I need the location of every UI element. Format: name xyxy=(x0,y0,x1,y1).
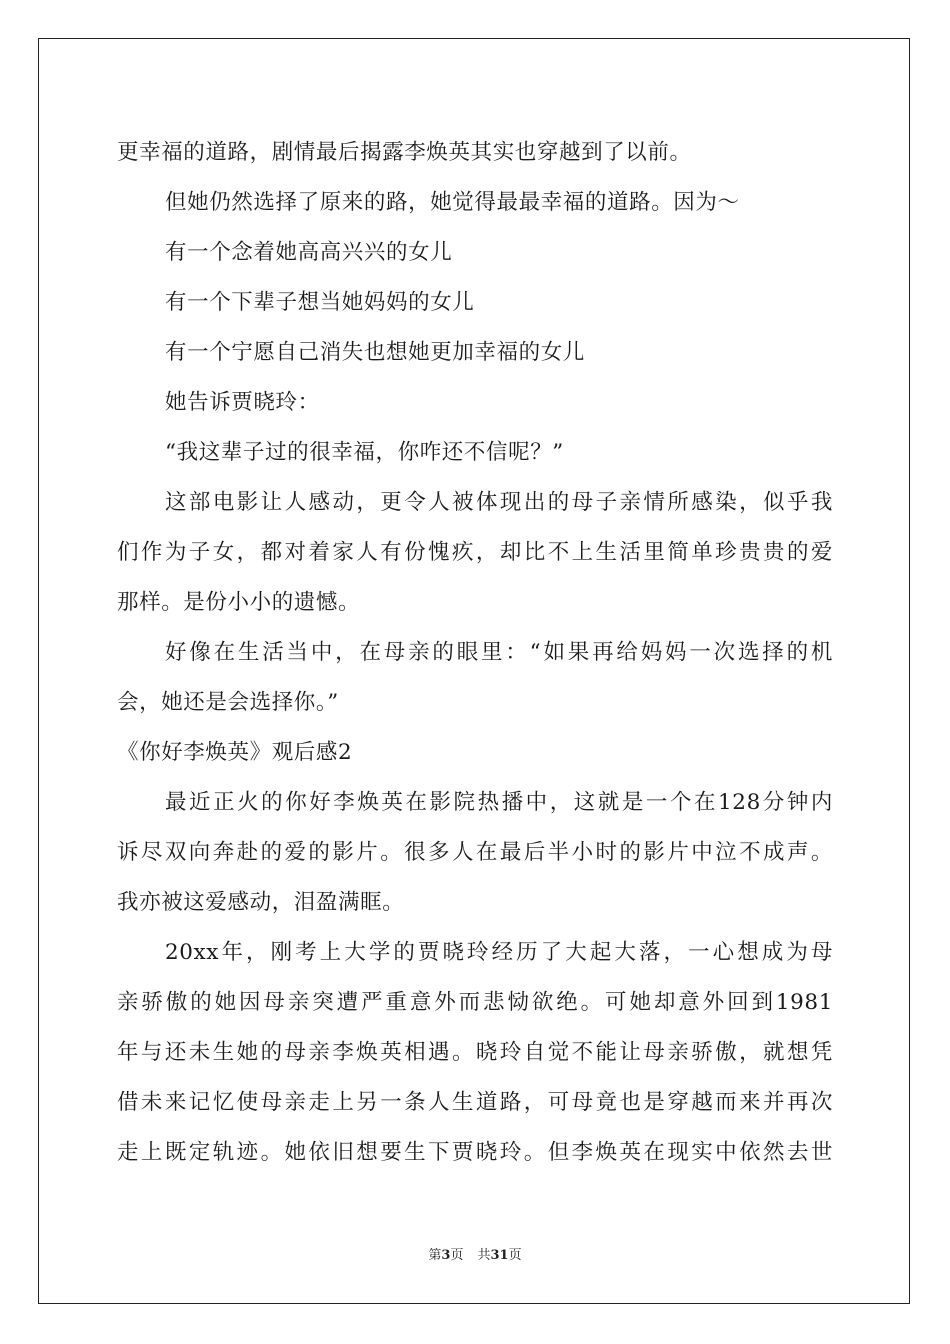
page-footer xyxy=(0,1244,950,1263)
section-heading: 《你好李焕英》观后感2 xyxy=(117,740,353,765)
text-line: 诉尽双向奔赴的爱的影片。很多人在最后半小时的影片中泣不成声。 xyxy=(117,840,833,865)
text-line: 20xx年，刚考上大学的贾晓玲经历了大起大落，一心想成为母 xyxy=(165,940,833,965)
text-line: 更幸福的道路，剧情最后揭露李焕英其实也穿越到了以前。 xyxy=(117,140,692,165)
text-line: 年与还未生她的母亲李焕英相遇。晓玲自觉不能让母亲骄傲，就想凭 xyxy=(117,1040,833,1065)
text-line: 有一个念着她高高兴兴的女儿 xyxy=(165,240,453,265)
text-line: 那样。是份小小的遗憾。 xyxy=(117,590,361,615)
page-label-suffix: 页 xyxy=(450,1248,464,1263)
current-page-number: 3 xyxy=(441,1248,451,1263)
total-label-prefix: 共 xyxy=(477,1248,491,1263)
text-line: 有一个下辈子想当她妈妈的女儿 xyxy=(165,290,475,315)
text-line: 最近正火的你好李焕英在影院热播中，这就是一个在128分钟内 xyxy=(165,790,833,815)
text-line: 走上既定轨迹。她依旧想要生下贾晓玲。但李焕英在现实中依然去世 xyxy=(117,1140,833,1165)
quote-line: “我这辈子过的很幸福，你咋还不信呢？” xyxy=(165,440,564,465)
text-line: 我亦被这爱感动，泪盈满眶。 xyxy=(117,890,405,915)
document-body xyxy=(117,128,833,1178)
total-label-suffix: 页 xyxy=(508,1248,522,1263)
total-page-number: 31 xyxy=(490,1248,509,1263)
text-line: 会，她还是会选择你。” xyxy=(117,690,339,715)
text-line: 亲骄傲的她因母亲突遭严重意外而悲恸欲绝。可她却意外回到1981 xyxy=(117,990,833,1015)
text-line: 们作为子女，都对着家人有份愧疚，却比不上生活里简单珍贵贵的爱 xyxy=(117,540,833,565)
text-line: 有一个宁愿自己消失也想她更加幸福的女儿 xyxy=(165,340,585,365)
text-line: 借未来记忆使母亲走上另一条人生道路，可母竟也是穿越而来并再次 xyxy=(117,1090,833,1115)
text-line: 好像在生活当中，在母亲的眼里：“如果再给妈妈一次选择的机 xyxy=(165,640,833,665)
text-line: 这部电影让人感动，更令人被体现出的母子亲情所感染，似乎我 xyxy=(165,490,833,515)
text-line: 她告诉贾晓玲： xyxy=(165,390,320,415)
text-line: 但她仍然选择了原来的路，她觉得最最幸福的道路。因为～ xyxy=(165,190,740,215)
page-label-prefix: 第 xyxy=(428,1248,442,1263)
